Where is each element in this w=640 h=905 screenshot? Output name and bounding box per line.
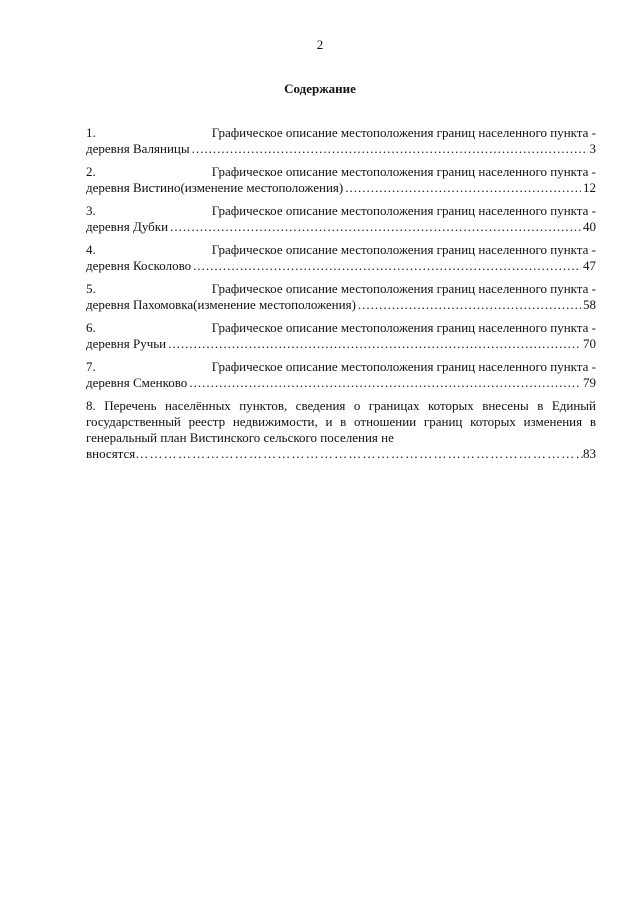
toc-entry-number: 5. (86, 281, 96, 296)
dot-leader (168, 336, 581, 352)
toc-final-last-word: вносятся (86, 446, 136, 461)
toc-entry-line (86, 242, 596, 258)
toc-entry-number: 7. (86, 359, 96, 374)
toc-entry-text: Графическое описание местоположения границ населенного пункта - (211, 281, 596, 296)
toc-entry-settlement: деревня Ручьи (86, 336, 167, 351)
toc-entry-settlement: деревня Сменково (86, 375, 188, 390)
toc-entry-text: Графическое описание местоположения границ населенного пункта - (211, 320, 596, 335)
dot-leader (189, 375, 581, 391)
toc-entry-text: Графическое описание местоположения границ населенного пункта - (211, 203, 596, 218)
dot-leader (345, 180, 581, 196)
toc-entry-number: 6. (86, 320, 96, 335)
toc-final-text: 8. Перечень населённых пунктов, сведения о границах которых внесены в Единый государственный реестр недвижимости, и в отношении границ которых изменения в генеральный план Вистинского сельского поселения не (86, 398, 596, 445)
toc-entry-page: 70 (583, 336, 596, 351)
toc-entry-line (86, 446, 596, 462)
toc-entry-line (86, 203, 596, 219)
toc-entry-line (86, 336, 596, 352)
toc-entry-line (86, 180, 596, 196)
toc-entry-number: 3. (86, 203, 96, 218)
toc-entry (86, 203, 596, 235)
toc-entry (86, 242, 596, 274)
toc-entry-line (86, 258, 596, 274)
toc-entry-settlement: деревня Дубки (86, 219, 169, 234)
toc-final-page: 83 (583, 446, 596, 461)
toc-entry-settlement: деревня Пахомовка(изменение местоположения) (86, 297, 356, 312)
toc-entry-line (86, 359, 596, 375)
toc-entry-number: 2. (86, 164, 96, 179)
toc-entry-final (86, 398, 596, 462)
toc-entry-page: 79 (583, 375, 596, 390)
toc-entry-settlement: деревня Косколово (86, 258, 192, 273)
toc-entry-page: 58 (583, 297, 596, 312)
toc-entry-line (86, 320, 596, 336)
toc-entry-page: 47 (583, 258, 596, 273)
toc-entry (86, 281, 596, 313)
toc-entry-page: 40 (583, 219, 596, 234)
toc-entry-number: 1. (86, 125, 96, 140)
toc-entry-text: Графическое описание местоположения границ населенного пункта - (211, 242, 596, 257)
toc-entry-line (86, 125, 596, 141)
toc-entry-line (86, 141, 596, 157)
table-of-contents (86, 125, 596, 462)
dot-leader (135, 446, 583, 462)
dot-leader (192, 141, 588, 157)
toc-entry-line (86, 297, 596, 313)
toc-entry (86, 320, 596, 352)
dot-leader (193, 258, 581, 274)
toc-entry-line (86, 164, 596, 180)
toc-entry-line (86, 375, 596, 391)
toc-entry-text: Графическое описание местоположения границ населенного пункта - (211, 125, 596, 140)
toc-entry-settlement: деревня Валяницы (86, 141, 190, 156)
toc-entry-number: 4. (86, 242, 96, 257)
toc-title: Содержание (284, 81, 356, 96)
toc-entry-text: Графическое описание местоположения границ населенного пункта - (211, 164, 596, 179)
page-number: 2 (316, 37, 324, 52)
dot-leader (358, 297, 581, 313)
toc-entry-page: 3 (589, 141, 596, 156)
toc-entry-line (86, 281, 596, 297)
toc-entry-page: 12 (583, 180, 596, 195)
toc-entry (86, 164, 596, 196)
toc-entry-line (86, 219, 596, 235)
toc-entry (86, 125, 596, 157)
toc-entry (86, 359, 596, 391)
dot-leader (170, 219, 581, 235)
toc-entry-text: Графическое описание местоположения границ населенного пункта - (211, 359, 596, 374)
toc-entry-settlement: деревня Вистино(изменение местоположения) (86, 180, 344, 195)
